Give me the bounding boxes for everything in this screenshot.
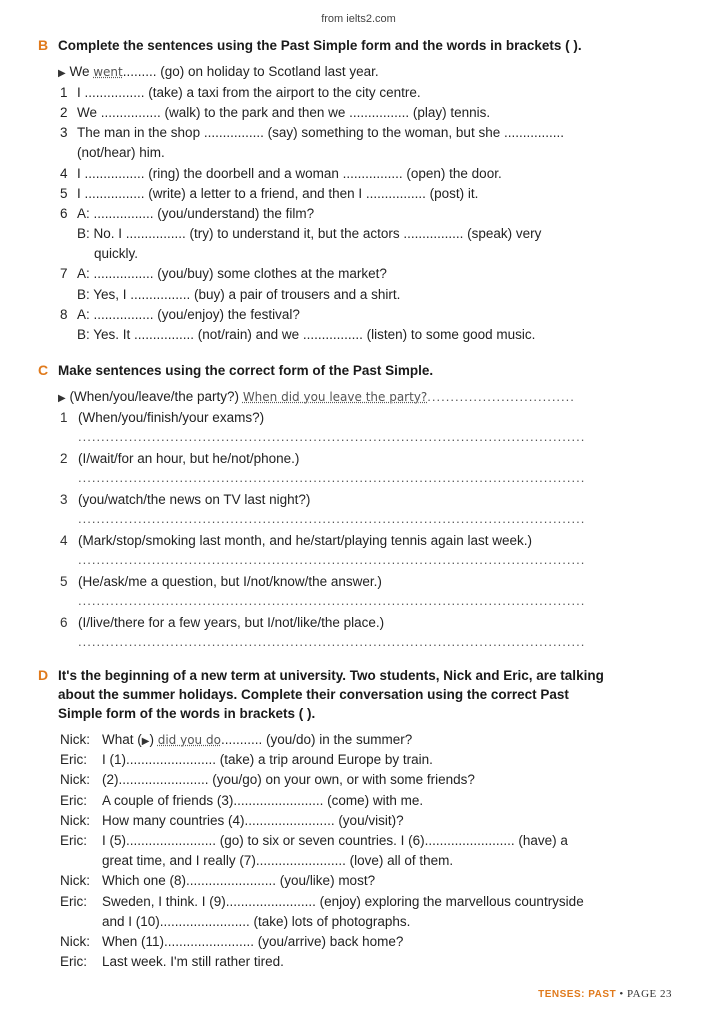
item-number: 3: [60, 492, 68, 507]
dialogue-text: I (5)........................ (go) to six or seven countries. I (6)........................ (have) a: [102, 833, 568, 848]
item-text: A: ................ (you/buy) some clothes at the market?: [77, 266, 387, 281]
section-c-example: [58, 387, 575, 409]
item-text: I ................ (take) a taxi from the airport to the city centre.: [77, 85, 421, 100]
section-b-letter: B: [38, 37, 49, 53]
item-number: 6: [60, 615, 68, 630]
section-c-item: [60, 408, 264, 428]
dialogue-line: [60, 952, 284, 972]
item-text: A: ................ (you/enjoy) the festival?: [77, 307, 300, 322]
section-c-item: [60, 490, 310, 510]
item-prompt: (you/watch/the news on TV last night?): [78, 492, 311, 507]
section-c-item: [60, 449, 299, 469]
footer-page: PAGE 23: [627, 988, 672, 1000]
item-number: 1: [60, 85, 68, 100]
dialogue-line: [60, 871, 375, 891]
item-prompt: (I/wait/for an hour, but he/not/phone.): [78, 451, 300, 466]
item-number: 4: [60, 533, 68, 548]
speaker-label: Eric:: [60, 893, 87, 909]
dialogue-line: [60, 912, 410, 932]
speaker-label: Nick:: [60, 772, 90, 788]
item-number: 7: [60, 266, 68, 281]
answer-line[interactable]: ..............................................................................................................: [78, 634, 586, 649]
arrow-right-icon: ▶: [141, 736, 150, 747]
section-d-heading-1: It's the beginning of a new term at university. Two students, Nick and Eric, are talking: [58, 668, 604, 683]
item-prompt: (He/ask/me a question, but I/not/know/the answer.): [78, 574, 382, 589]
item-text: B: Yes. It ................ (not/rain) and we ................ (listen) to some good music.: [77, 327, 536, 342]
answer-line[interactable]: ..............................................................................................................: [78, 511, 586, 526]
item-prompt: (I/live/there for a few years, but I/not/like/the place.): [78, 615, 385, 630]
section-d-letter: D: [38, 667, 49, 683]
arrow-right-icon: ▶: [58, 68, 66, 79]
item-text: B: Yes, I ................ (buy) a pair of trousers and a shirt.: [77, 287, 401, 302]
dialogue-line: [60, 932, 403, 952]
item-number: 8: [60, 307, 68, 322]
item-prompt: (When/you/finish/your exams?): [78, 410, 265, 425]
speaker-label: Nick:: [60, 873, 90, 889]
example-answer: When did you leave the party?: [242, 390, 428, 404]
dialogue-pre: What (: [102, 732, 142, 747]
item-number: 4: [60, 166, 68, 181]
dialogue-text: I (1)........................ (take) a trip around Europe by train.: [102, 752, 433, 768]
dialogue-line: [60, 770, 475, 790]
dialogue-line: [60, 811, 404, 831]
dialogue-line: [60, 831, 568, 851]
speaker-label: Eric:: [60, 833, 87, 848]
answer-line[interactable]: ..............................................................................................................: [78, 429, 586, 444]
dialogue-text: A couple of friends (3)........................ (come) with me.: [102, 792, 424, 808]
example-answer: did you do: [157, 733, 221, 747]
dialogue-text: How many countries (4)........................ (you/visit)?: [102, 812, 404, 828]
answer-line[interactable]: ..............................................................................................................: [78, 552, 586, 567]
item-prompt: (Mark/stop/smoking last month, and he/start/playing tennis again last week.): [78, 533, 532, 548]
dialogue-text: great time, and I really (7)........................ (love) all of them.: [102, 853, 454, 869]
speaker-label: Eric:: [60, 752, 87, 768]
item-number: 6: [60, 206, 68, 221]
section-d-heading-2: about the summer holidays. Complete their conversation using the correct Past: [58, 687, 569, 702]
item-number: 1: [60, 410, 68, 425]
speaker-label: Eric:: [60, 954, 87, 970]
footer-section: TENSES: PAST: [538, 989, 617, 1000]
section-b-heading: Complete the sentences using the Past Simple form and the words in brackets ( ).: [58, 38, 582, 53]
section-d-heading-3: Simple form of the words in brackets ( ).: [58, 706, 316, 721]
example-rest: ......... (go) on holiday to Scotland last year.: [122, 64, 379, 79]
speaker-label: Nick:: [60, 934, 90, 949]
speaker-label: Nick:: [60, 812, 90, 828]
item-number: 2: [60, 451, 68, 466]
speaker-label: Nick:: [60, 732, 90, 747]
dialogue-line: [60, 791, 423, 811]
footer-bullet: •: [619, 988, 624, 1000]
item-number: 5: [60, 574, 68, 589]
item-text: I ................ (ring) the doorbell and a woman ................ (open) the door.: [77, 166, 502, 181]
source-label: from ielts2.com: [321, 13, 396, 25]
dialogue-post: ........... (you/do) in the summer?: [220, 732, 413, 747]
item-text: The man in the shop ................ (say) something to the woman, but she ................: [77, 125, 564, 140]
item-number: 3: [60, 125, 68, 140]
dialogue-text: (2)........................ (you/go) on your own, or with some friends?: [102, 772, 475, 788]
item-text: We ................ (walk) to the park and then we ................ (play) tennis.: [77, 105, 491, 120]
dialogue-text: Last week. I'm still rather tired.: [102, 954, 284, 970]
example-prompt: (When/you/leave/the party?): [69, 389, 243, 404]
section-c-heading: Make sentences using the correct form of the Past Simple.: [58, 363, 434, 378]
example-prefix: We: [69, 64, 94, 79]
section-b-example: [58, 62, 379, 84]
section-c-item: [60, 572, 382, 592]
dialogue-text: Which one (8)........................ (you/like) most?: [102, 873, 376, 889]
answer-line[interactable]: ..............................................................................................................: [78, 470, 586, 485]
example-dots: ................................: [427, 389, 575, 404]
section-c-letter: C: [38, 362, 49, 378]
item-number: 2: [60, 105, 68, 120]
page-footer: [538, 988, 672, 1000]
dialogue-line: [60, 750, 433, 770]
dialogue-text: When (11)........................ (you/arrive) back home?: [102, 934, 404, 949]
item-text: (not/hear) him.: [77, 145, 165, 160]
item-text: I ................ (write) a letter to a friend, and then I ................ (post) it.: [77, 186, 479, 201]
example-answer: went: [93, 65, 123, 79]
dialogue-line-example: Nick: What (▶) did you do........... (you/do) in the summer?: [60, 730, 412, 752]
section-c-item: [60, 531, 532, 551]
answer-line[interactable]: ..............................................................................................................: [78, 593, 586, 608]
dialogue-line: [60, 851, 453, 871]
item-text: quickly.: [94, 246, 139, 261]
dialogue-text: and I (10)........................ (take) lots of photographs.: [102, 913, 411, 929]
arrow-right-icon: ▶: [58, 393, 66, 404]
speaker-label: Eric:: [60, 792, 87, 808]
section-c-item: [60, 613, 384, 633]
item-text: A: ................ (you/understand) the film?: [77, 206, 315, 221]
dialogue-line: [60, 892, 584, 912]
dialogue-text: Sweden, I think. I (9)........................ (enjoy) exploring the marvellous countryside: [102, 893, 584, 909]
item-text: B: No. I ................ (try) to understand it, but the actors ................ (speak) very: [77, 226, 542, 241]
item-number: 5: [60, 186, 68, 201]
